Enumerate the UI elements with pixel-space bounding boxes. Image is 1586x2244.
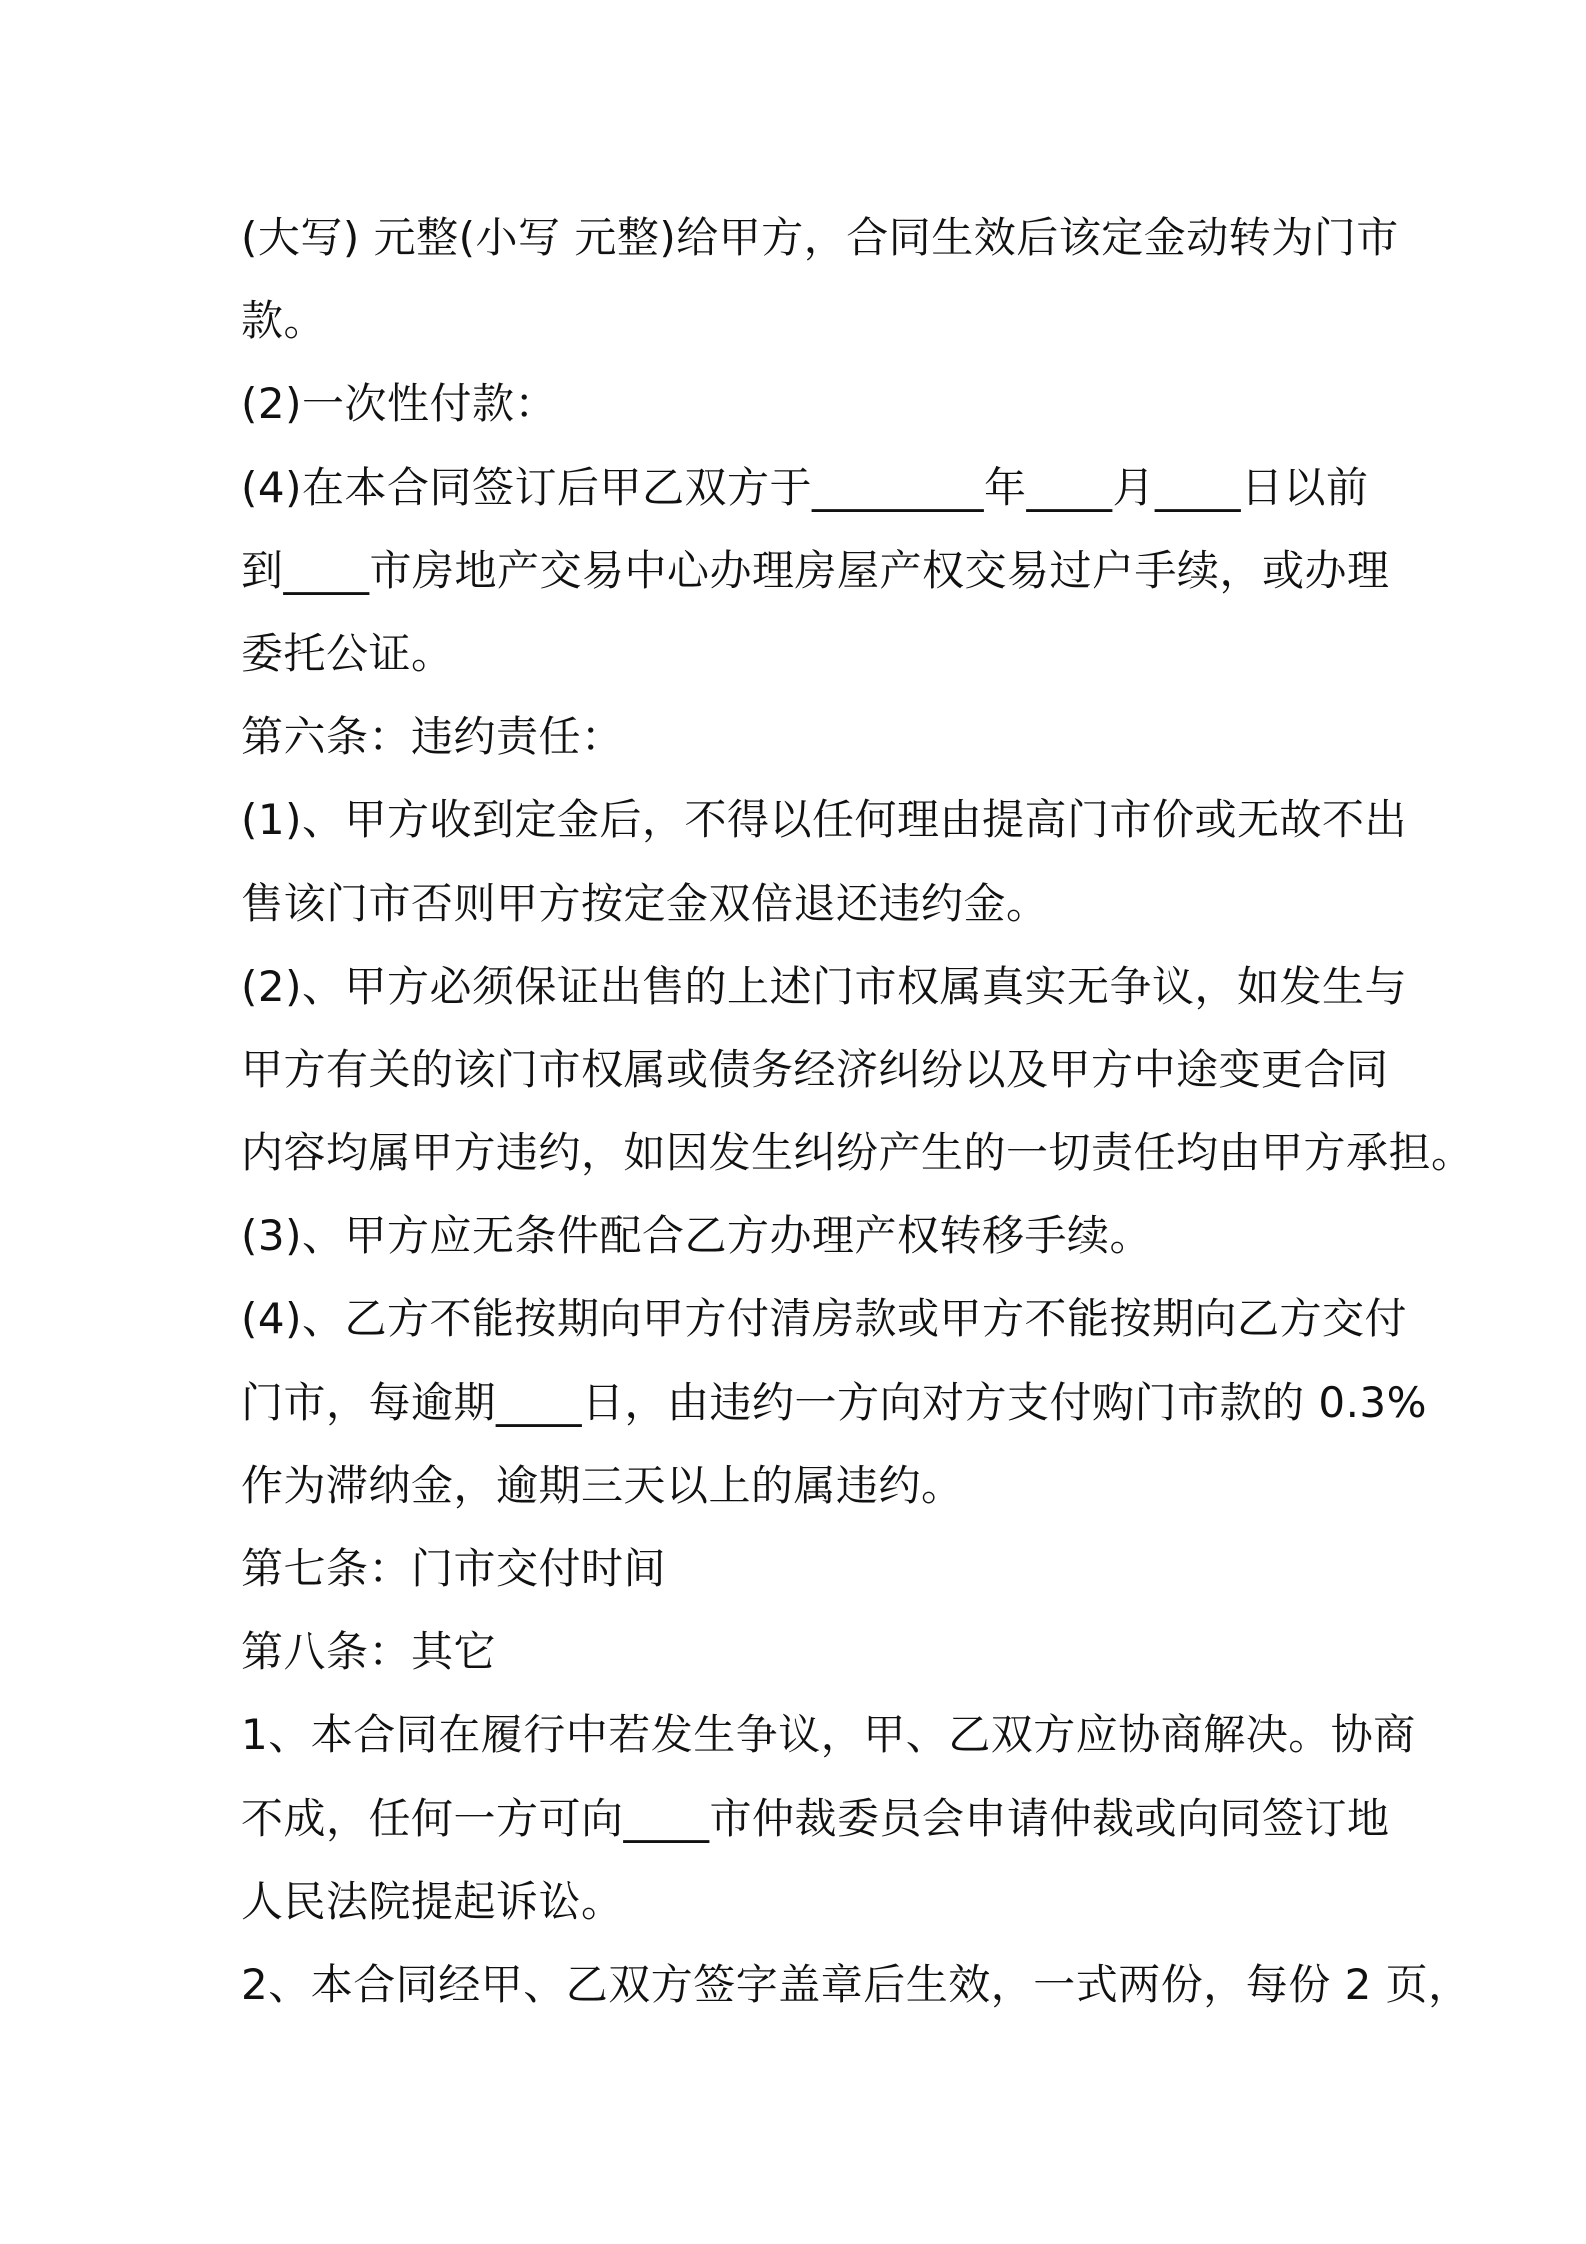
text-line-other-2: 2、本合同经甲、乙双方签字盖章后生效，一式两份，每份 2 页， — [241, 1959, 1471, 2009]
text-line-breach-2-end: 内容均属甲方违约，如因发生纠纷产生的一切责任均由甲方承担。 — [241, 1128, 1474, 1178]
text-line-deposit-amount-cont: 款。 — [241, 296, 327, 346]
text-line-breach-4: (4)、乙方不能按期向甲方付清房款或甲方不能按期向乙方交付 — [241, 1294, 1407, 1344]
text-line-breach-4-cont: 门市，每逾期____日，由违约一方向对方支付购门市款的 0.3% — [241, 1377, 1428, 1427]
text-line-breach-2-cont: 甲方有关的该门市权属或债务经济纠纷以及甲方中途变更合同 — [241, 1044, 1389, 1094]
text-line-breach-4-end: 作为滞纳金，逾期三天以上的属违约。 — [241, 1460, 964, 1510]
text-line-breach-2: (2)、甲方必须保证出售的上述门市权属真实无争议，如发生与 — [241, 961, 1407, 1011]
text-line-breach-1-cont: 售该门市否则甲方按定金双倍退还违约金。 — [241, 878, 1049, 928]
text-line-other-1-end: 人民法院提起诉讼。 — [241, 1876, 624, 1926]
text-line-breach-3: (3)、甲方应无条件配合乙方办理产权转移手续。 — [241, 1211, 1152, 1261]
section-heading-breach: 第六条：违约责任： — [241, 712, 624, 762]
text-line-notarization: 委托公证。 — [241, 628, 454, 678]
section-heading-other: 第八条：其它 — [241, 1627, 497, 1677]
text-line-breach-1: (1)、甲方收到定金后，不得以任何理由提高门市价或无故不出 — [241, 795, 1407, 845]
text-line-lump-sum-payment: (2)一次性付款： — [241, 379, 557, 429]
text-line-other-1: 1、本合同在履行中若发生争议，甲、乙双方应协商解决。协商 — [241, 1710, 1416, 1760]
section-heading-delivery-time: 第七条：门市交付时间 — [241, 1544, 667, 1593]
text-line-other-1-cont: 不成，任何一方可向____市仲裁委员会申请仲裁或向同签订地 — [241, 1793, 1390, 1843]
contract-text-body — [241, 196, 1474, 2026]
text-line-transfer-date: (4)在本合同签订后甲乙双方于________年____月____日以前 — [241, 462, 1369, 512]
text-line-deposit-amount: (大写) 元整(小写 元整)给甲方，合同生效后该定金动转为门市 — [241, 213, 1399, 262]
text-line-transfer-center: 到____市房地产交易中心办理房屋产权交易过户手续，或办理 — [241, 545, 1390, 595]
